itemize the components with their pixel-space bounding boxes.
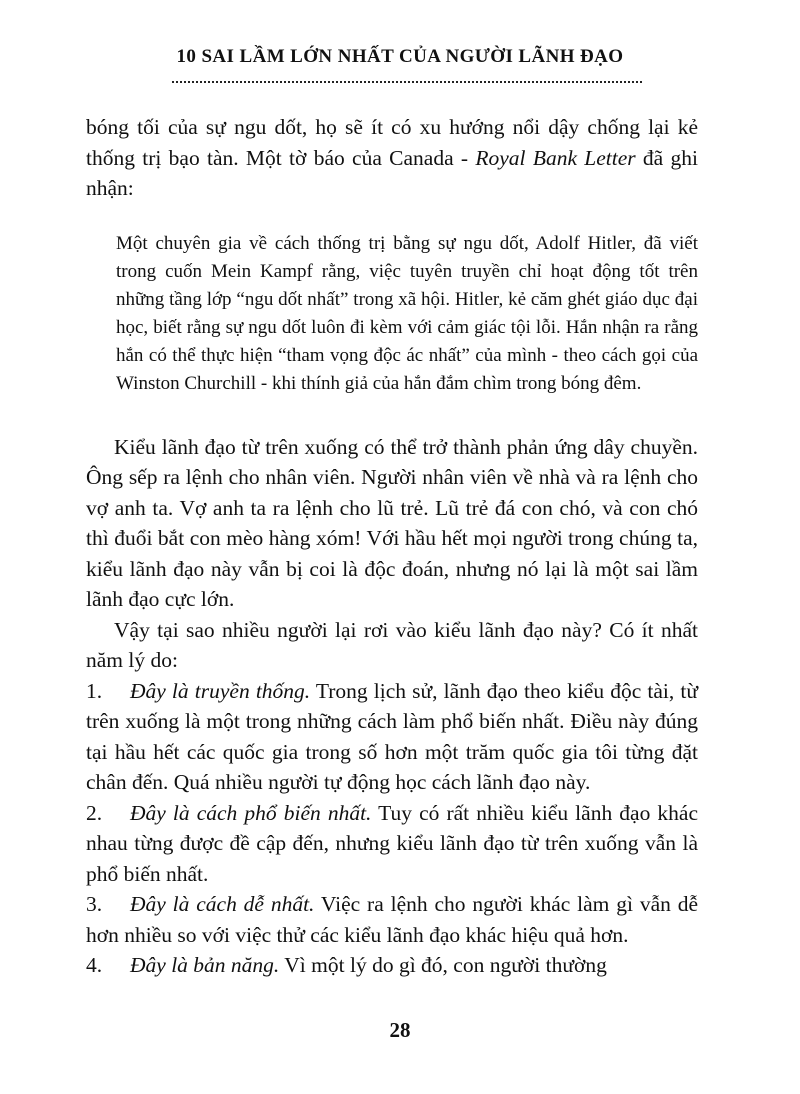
page-body <box>86 112 698 981</box>
reason-item <box>86 798 698 890</box>
reason-text: Trong lịch sử, lãnh đạo theo kiểu độc tài, từ trên xuống là một trong những cách làm phổ biến nhất. Điều này đúng tại hầu hết các quốc gia trong số hơn một trăm quốc gia tôi từng đặt chân đến. Quá nhiều người tự động học cách lãnh đạo này. <box>86 678 698 794</box>
paragraph-five-reasons: Vậy tại sao nhiều người lại rơi vào kiểu lãnh đạo này? Có ít nhất năm lý do: <box>86 617 698 672</box>
intro-text: bóng tối của sự ngu dốt, họ sẽ ít có xu hướng nổi dậy chống lại kẻ thống trị bạo tàn. Một tờ báo của Canada - <box>86 115 698 170</box>
reason-item <box>86 889 698 950</box>
block-quote: Một chuyên gia về cách thống trị bằng sự ngu dốt, Adolf Hitler, đã viết trong cuốn Mein Kampf rằng, việc tuyên truyền chỉ hoạt động tốt trên những tầng lớp “ngu dốt nhất” trong xã hội. Hitler, kẻ căm ghét giáo dục đại học, biết rằng sự ngu dốt luôn đi kèm với cảm giác tội lỗi. Hắn nhận ra rằng hắn có thể thực hiện “tham vọng độc ác nhất” của mình - theo cách gọi của Winston Churchill - khi thính giả của hắn đắm chìm trong bóng đêm. <box>116 232 698 394</box>
reason-text: Việc ra lệnh cho người khác làm gì vẫn dễ hơn nhiều so với việc thử các kiểu lãnh đạo khác hiệu quả hơn. <box>86 892 698 947</box>
reason-title: Đây là bản năng. <box>130 953 280 977</box>
running-header: 10 SAI LẦM LỚN NHẤT CỦA NGƯỜI LÃNH ĐẠO <box>176 46 624 67</box>
reason-number: 4. <box>86 953 103 977</box>
publication-title: Royal Bank Letter <box>475 145 636 170</box>
reason-item <box>86 676 698 798</box>
reason-title: Đây là cách dễ nhất. <box>130 892 315 916</box>
reason-text: Tuy có rất nhiều kiểu lãnh đạo khác nhau từng được đề cập đến, nhưng kiểu lãnh đạo từ trên xuống vẫn là phổ biến nhất. <box>86 800 698 886</box>
page-number: 28 <box>389 1018 411 1042</box>
reason-item <box>86 950 698 981</box>
reason-title: Đây là truyền thống. <box>130 678 311 703</box>
intro-paragraph <box>86 112 698 204</box>
header-dotted-rule <box>172 81 642 83</box>
paragraph-chain-reaction: Kiểu lãnh đạo từ trên xuống có thể trở thành phản ứng dây chuyền. Ông sếp ra lệnh cho nhân viên. Người nhân viên về nhà và ra lệnh cho vợ anh ta. Vợ anh ta ra lệnh cho lũ trẻ. Lũ trẻ đá con chó, và con chó thì đuổi bắt con mèo hàng xóm! Với hầu hết mọi người trong chúng ta, kiểu lãnh đạo này vẫn bị coi là độc đoán, nhưng nó lại là một sai lầm lãnh đạo cực lớn. <box>86 434 698 611</box>
reason-number: 1. <box>86 678 103 703</box>
reason-number: 2. <box>86 800 103 825</box>
reason-title: Đây là cách phổ biến nhất. <box>130 800 372 825</box>
intro-text-end: đã ghi nhận: <box>86 145 698 200</box>
reason-text: Vì một lý do gì đó, con người thường <box>279 953 607 977</box>
reason-number: 3. <box>86 892 103 916</box>
